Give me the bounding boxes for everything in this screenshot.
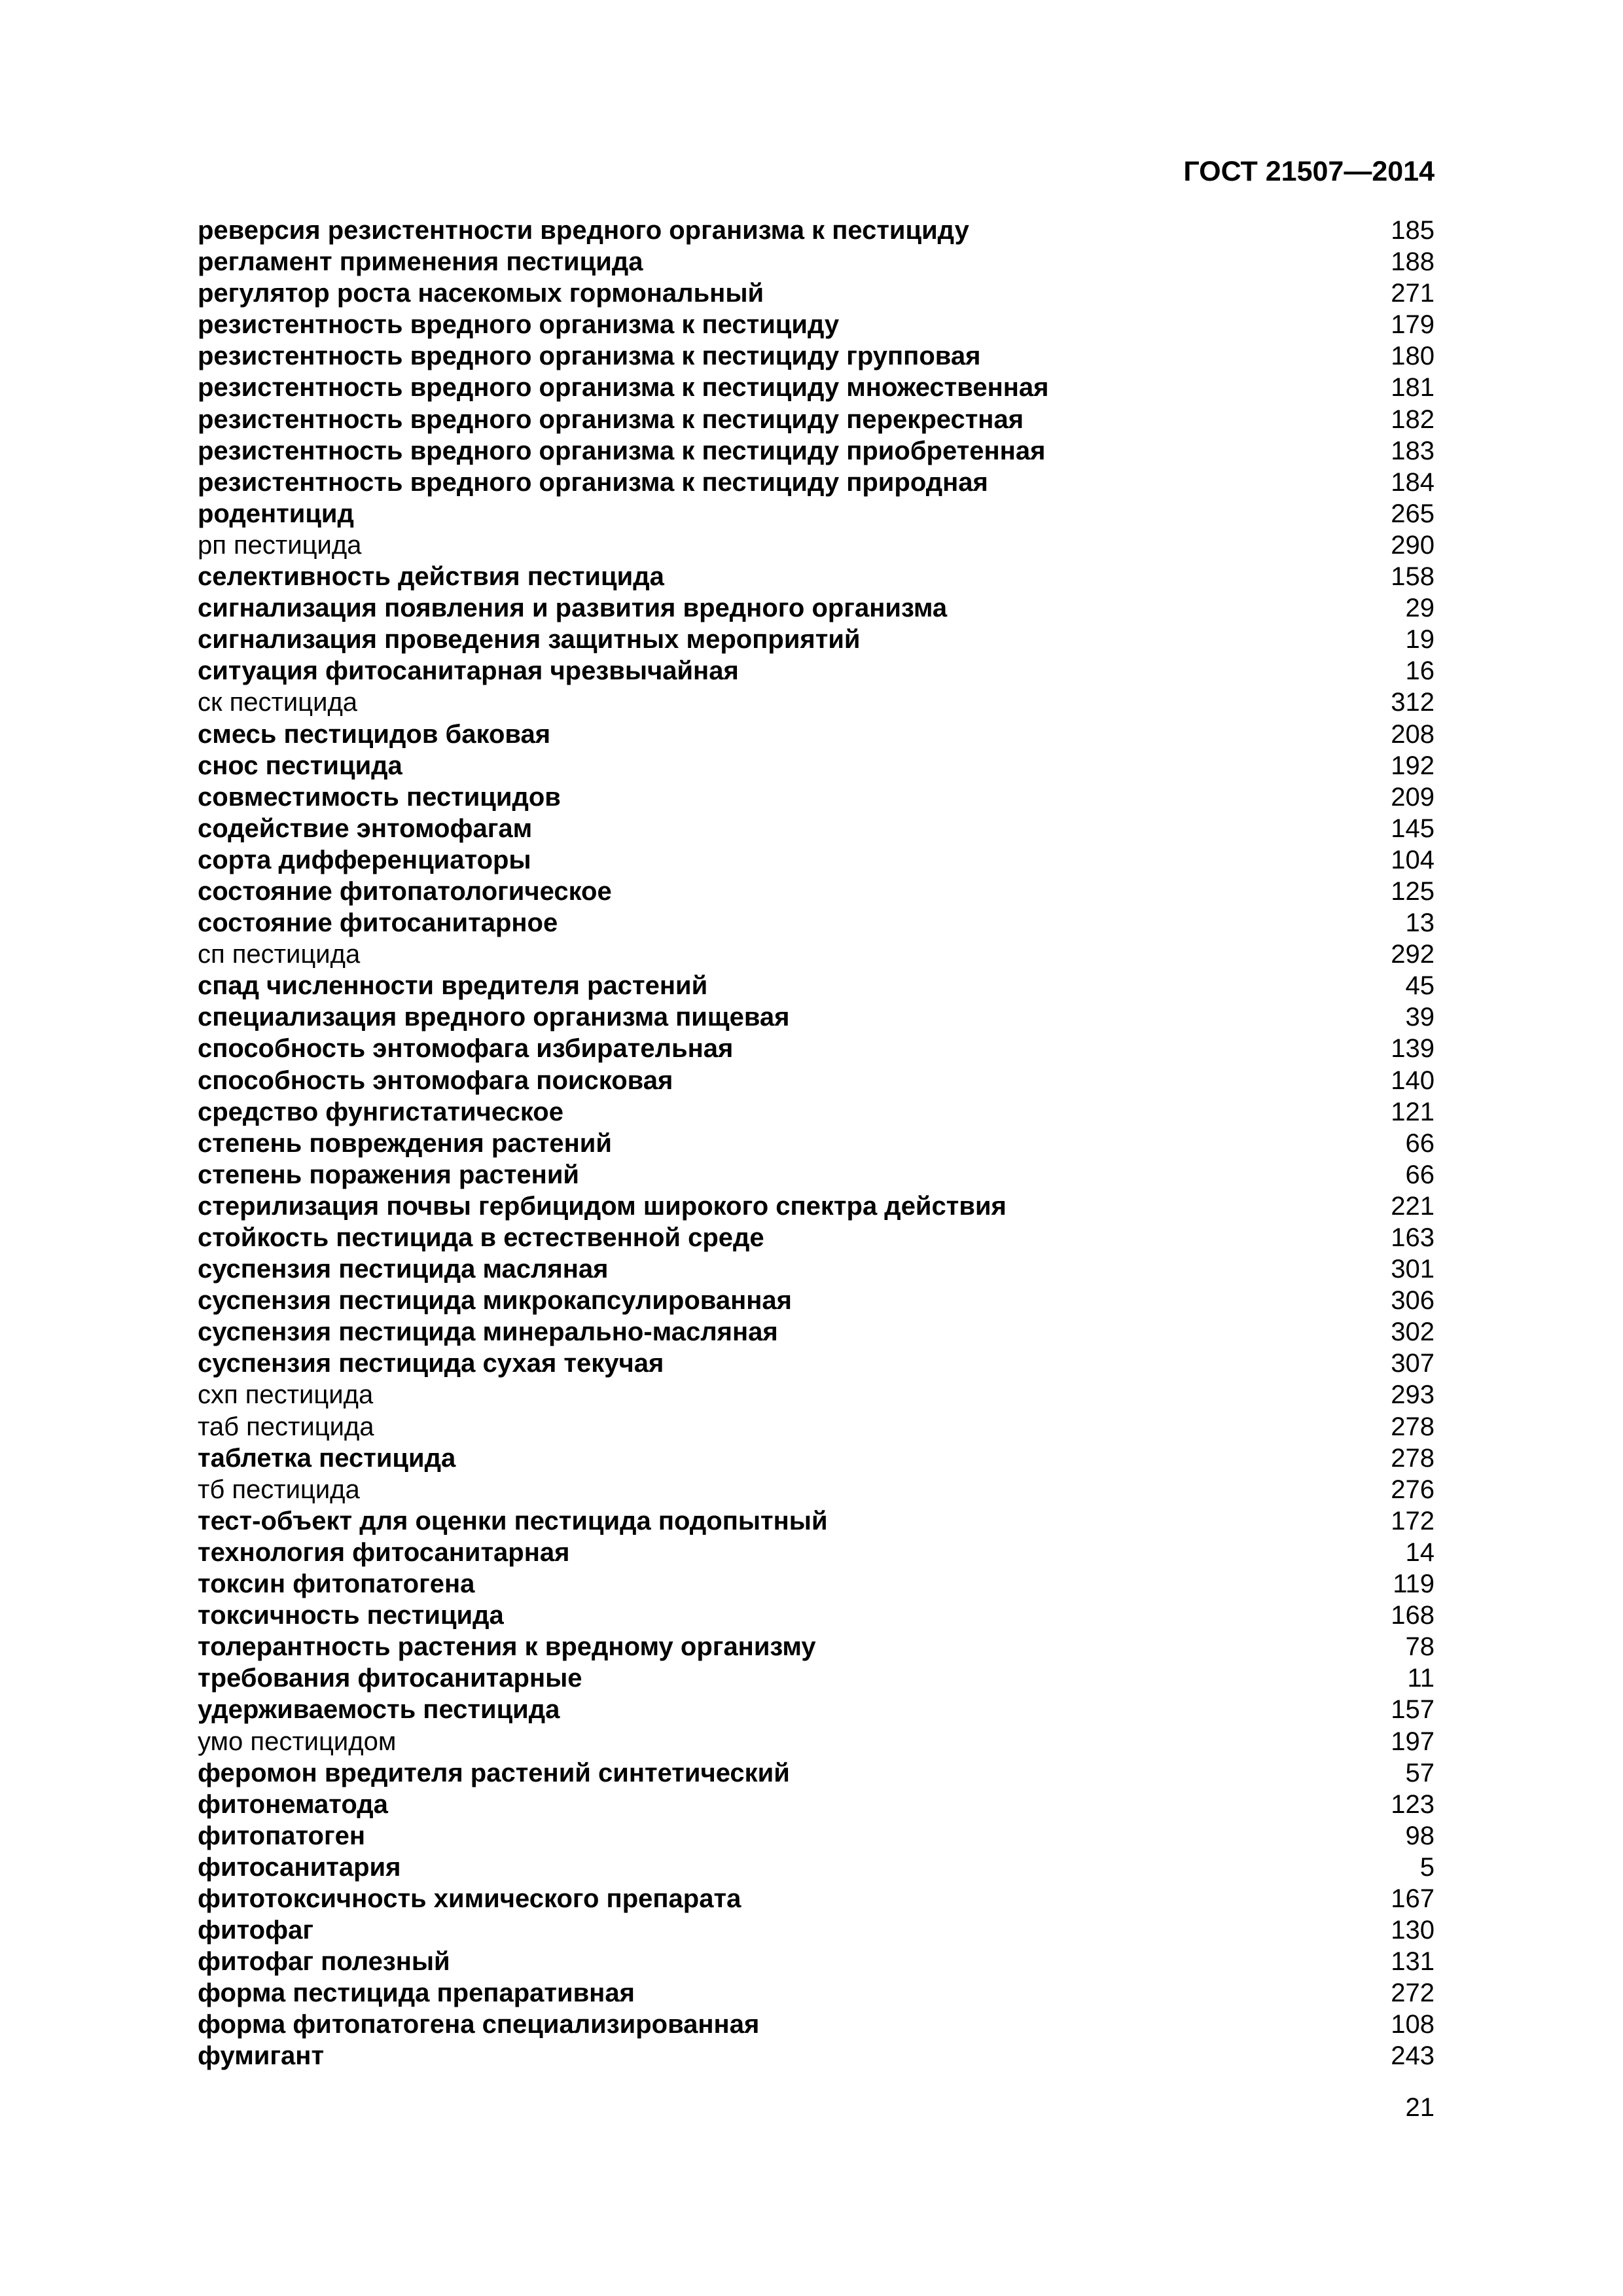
index-term: схп пестицида	[198, 1380, 374, 1410]
index-term-number: 292	[1391, 940, 1435, 969]
index-term: форма фитопатогена специализированная	[198, 2010, 760, 2039]
index-term-number: 293	[1391, 1380, 1435, 1410]
index-entry	[198, 435, 1435, 467]
index-term-number: 66	[1405, 1128, 1435, 1158]
index-term-number: 11	[1407, 1664, 1435, 1693]
index-term: способность энтомофага избирательная	[198, 1034, 734, 1064]
index-entry	[198, 1411, 1435, 1443]
index-term: степень поражения растений	[198, 1160, 580, 1189]
index-term: таб пестицида	[198, 1412, 374, 1441]
index-entry	[198, 1820, 1435, 1852]
index-term-number: 121	[1391, 1097, 1435, 1126]
index-entry	[198, 278, 1435, 309]
index-term-number: 209	[1391, 782, 1435, 812]
index-entry	[198, 1096, 1435, 1128]
index-entry	[198, 1001, 1435, 1033]
index-term-number: 181	[1391, 373, 1435, 403]
index-term-number: 140	[1391, 1066, 1435, 1095]
index-entry	[198, 1537, 1435, 1568]
index-term: сигнализация появления и развития вредного организма	[198, 594, 948, 623]
index-entry	[198, 781, 1435, 813]
page-number: 21	[1405, 2093, 1435, 2122]
index-entry	[198, 372, 1435, 403]
index-entry	[198, 1914, 1435, 1946]
index-term: ситуация фитосанитарная чрезвычайная	[198, 656, 739, 686]
index-term: резистентность вредного организма к пестициду приобретенная	[198, 436, 1046, 465]
index-entry	[198, 1883, 1435, 1914]
index-term: снос пестицида	[198, 751, 402, 780]
index-term: таблетка пестицида	[198, 1443, 456, 1473]
index-entry	[198, 2040, 1435, 2072]
index-entry	[198, 1757, 1435, 1789]
index-term: сорта дифференциаторы	[198, 845, 531, 874]
index-term-number: 243	[1391, 2041, 1435, 2071]
index-term: стерилизация почвы гербицидом широкого спектра действия	[198, 1191, 1007, 1221]
index-term: умо пестицидом	[198, 1727, 397, 1756]
index-term: сигнализация проведения защитных мероприятий	[198, 625, 861, 655]
index-term: регламент применения пестицида	[198, 247, 643, 277]
index-term: спад численности вредителя растений	[198, 971, 708, 1001]
index-term-number: 265	[1391, 499, 1435, 528]
index-term-number: 57	[1405, 1758, 1435, 1787]
index-term: ск пестицида	[198, 688, 358, 717]
index-entry	[198, 1065, 1435, 1096]
index-term-number: 182	[1391, 404, 1435, 434]
index-entry	[198, 1443, 1435, 1474]
index-entry	[198, 1128, 1435, 1159]
index-term-number: 168	[1391, 1601, 1435, 1630]
index-term-number: 98	[1405, 1821, 1435, 1850]
index-term-number: 197	[1391, 1727, 1435, 1756]
index-term-number: 13	[1405, 908, 1435, 938]
index-term-number: 29	[1405, 594, 1435, 623]
index-entry	[198, 1977, 1435, 2009]
index-term-number: 184	[1391, 467, 1435, 497]
index-entry	[198, 1222, 1435, 1253]
index-entry	[198, 1694, 1435, 1725]
index-term: фитофаг полезный	[198, 1947, 450, 1977]
index-term: феромон вредителя растений синтетический	[198, 1758, 790, 1787]
index-term: степень повреждения растений	[198, 1128, 612, 1158]
index-entry	[198, 970, 1435, 1001]
index-term-number: 183	[1391, 436, 1435, 465]
index-term-number: 119	[1393, 1570, 1435, 1599]
index-term: толерантность растения к вредному организму	[198, 1632, 816, 1662]
index-term: состояние фитосанитарное	[198, 908, 558, 938]
index-term: способность энтомофага поисковая	[198, 1066, 673, 1095]
index-entry	[198, 2009, 1435, 2040]
index-term: форма пестицида препаративная	[198, 1979, 635, 2008]
index-entry	[198, 1033, 1435, 1064]
index-entry	[198, 1505, 1435, 1537]
index-term: суспензия пестицида сухая текучая	[198, 1349, 664, 1378]
index-term: резистентность вредного организма к пестициду групповая	[198, 342, 981, 371]
index-term-number: 14	[1405, 1537, 1435, 1567]
index-term-number: 125	[1391, 876, 1435, 906]
index-term-number: 78	[1405, 1632, 1435, 1662]
index-entry	[198, 1316, 1435, 1348]
index-term: фитотоксичность химического препарата	[198, 1884, 741, 1913]
index-term-number: 221	[1391, 1191, 1435, 1221]
alphabetical-index-list	[198, 215, 1435, 2072]
index-term: селективность действия пестицида	[198, 562, 664, 592]
index-term: токсичность пестицида	[198, 1601, 504, 1630]
index-term-number: 123	[1391, 1789, 1435, 1819]
index-term: тест-объект для оценки пестицида подопытный	[198, 1506, 828, 1535]
index-entry	[198, 340, 1435, 372]
index-entry	[198, 246, 1435, 278]
index-entry	[198, 1568, 1435, 1600]
index-entry	[198, 1253, 1435, 1285]
index-term-number: 167	[1391, 1884, 1435, 1913]
index-term: рп пестицида	[198, 530, 362, 560]
index-term-number: 188	[1391, 247, 1435, 277]
index-entry	[198, 1726, 1435, 1757]
index-term: резистентность вредного организма к пестициду перекрестная	[198, 404, 1024, 434]
index-term-number: 5	[1419, 1852, 1435, 1882]
index-term-number: 302	[1391, 1318, 1435, 1347]
index-entry	[198, 1946, 1435, 1977]
index-term: реверсия резистентности вредного организма к пестициду	[198, 216, 969, 245]
index-term-number: 158	[1391, 562, 1435, 592]
index-term-number: 66	[1405, 1160, 1435, 1189]
index-entry	[198, 529, 1435, 561]
index-entry	[198, 1852, 1435, 1883]
index-term-number: 108	[1391, 2010, 1435, 2039]
index-term-number: 192	[1391, 751, 1435, 780]
index-entry	[198, 750, 1435, 781]
index-term-number: 272	[1391, 1979, 1435, 2008]
index-term: состояние фитопатологическое	[198, 876, 612, 906]
index-term-number: 208	[1391, 719, 1435, 749]
index-entry	[198, 498, 1435, 529]
index-term: суспензия пестицида масляная	[198, 1255, 609, 1284]
index-term: фитосанитария	[198, 1852, 401, 1882]
index-term: содействие энтомофагам	[198, 814, 533, 843]
index-term-number: 301	[1391, 1255, 1435, 1284]
index-entry	[198, 404, 1435, 435]
index-term: резистентность вредного организма к пестициду	[198, 310, 840, 340]
index-term: тб пестицида	[198, 1475, 360, 1504]
index-term-number: 19	[1405, 625, 1435, 655]
index-term-number: 16	[1405, 656, 1435, 686]
index-term: суспензия пестицида минерально-масляная	[198, 1318, 778, 1347]
index-term: технология фитосанитарная	[198, 1537, 570, 1567]
index-term-number: 145	[1391, 814, 1435, 843]
index-term-number: 39	[1405, 1003, 1435, 1032]
index-term-number: 163	[1391, 1223, 1435, 1252]
index-entry	[198, 1285, 1435, 1316]
index-term: фитофаг	[198, 1916, 313, 1945]
index-entry	[198, 1348, 1435, 1379]
index-entry	[198, 624, 1435, 655]
index-entry	[198, 1789, 1435, 1820]
index-term-number: 312	[1391, 688, 1435, 717]
index-entry	[198, 876, 1435, 907]
document-header: ГОСТ 21507—2014	[1183, 156, 1435, 187]
index-entry	[198, 215, 1435, 246]
index-entry	[198, 655, 1435, 687]
index-term-number: 307	[1391, 1349, 1435, 1378]
index-term-number: 179	[1391, 310, 1435, 340]
index-entry	[198, 1474, 1435, 1505]
index-term: специализация вредного организма пищевая	[198, 1003, 790, 1032]
index-term-number: 271	[1391, 279, 1435, 308]
index-entry	[198, 907, 1435, 939]
index-entry	[198, 1600, 1435, 1631]
index-term: фитопатоген	[198, 1821, 366, 1850]
index-term: смесь пестицидов баковая	[198, 719, 551, 749]
index-term: сп пестицида	[198, 940, 361, 969]
index-term-number: 290	[1391, 530, 1435, 560]
index-entry	[198, 1159, 1435, 1191]
index-term-number: 45	[1405, 971, 1435, 1001]
index-term: требования фитосанитарные	[198, 1664, 582, 1693]
index-term-number: 104	[1391, 845, 1435, 874]
index-term: резистентность вредного организма к пестициду множественная	[198, 373, 1049, 403]
index-entry	[198, 687, 1435, 718]
index-term-number: 157	[1391, 1695, 1435, 1725]
index-term: совместимость пестицидов	[198, 782, 561, 812]
index-term: токсин фитопатогена	[198, 1570, 475, 1599]
index-term-number: 306	[1391, 1286, 1435, 1316]
index-term: фумигант	[198, 2041, 325, 2071]
index-term-number: 276	[1391, 1475, 1435, 1504]
index-term: регулятор роста насекомых гормональный	[198, 279, 764, 308]
index-term: родентицид	[198, 499, 354, 528]
index-entry	[198, 719, 1435, 750]
index-entry	[198, 592, 1435, 624]
index-term: удерживаемость пестицида	[198, 1695, 560, 1725]
index-entry	[198, 1191, 1435, 1222]
index-entry	[198, 467, 1435, 498]
index-term-number: 278	[1391, 1412, 1435, 1441]
index-term: суспензия пестицида микрокапсулированная	[198, 1286, 793, 1316]
index-entry	[198, 309, 1435, 340]
index-entry	[198, 813, 1435, 844]
index-entry	[198, 1379, 1435, 1410]
index-term: фитонематода	[198, 1789, 388, 1819]
index-term: стойкость пестицида в естественной среде	[198, 1223, 764, 1252]
index-term: резистентность вредного организма к пестициду природная	[198, 467, 988, 497]
index-entry	[198, 1631, 1435, 1662]
index-entry	[198, 844, 1435, 876]
index-entry	[198, 939, 1435, 970]
index-term-number: 131	[1391, 1947, 1435, 1977]
index-term-number: 172	[1391, 1506, 1435, 1535]
index-term-number: 180	[1391, 342, 1435, 371]
index-entry	[198, 1662, 1435, 1694]
index-term-number: 185	[1391, 216, 1435, 245]
index-term-number: 278	[1391, 1443, 1435, 1473]
index-term: средство фунгистатическое	[198, 1097, 563, 1126]
index-entry	[198, 561, 1435, 592]
index-term-number: 139	[1391, 1034, 1435, 1064]
index-term-number: 130	[1391, 1916, 1435, 1945]
